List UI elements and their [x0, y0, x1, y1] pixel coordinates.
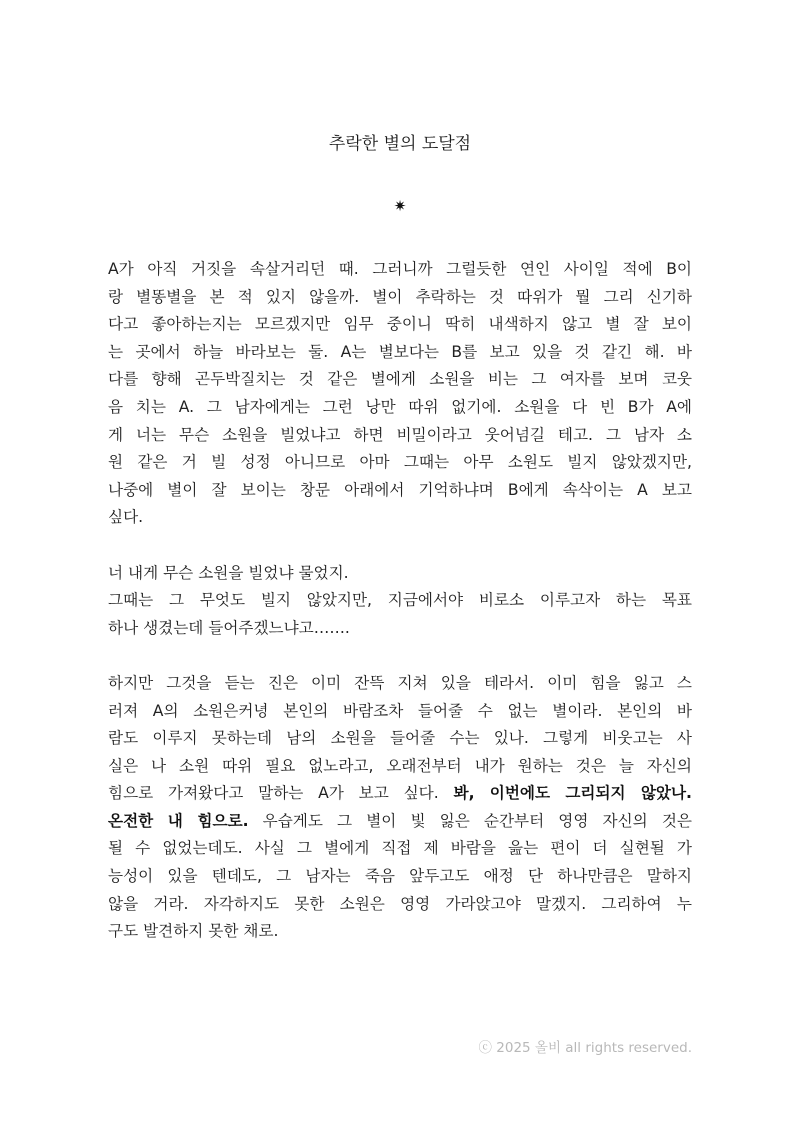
bold-text: 봐, 이번에도 그리되지 않았나.: [453, 784, 692, 803]
text-line: 나중에 별이 잘 보이는 창문 아래에서 기억하냐며 B에게 속삭이는 A 보고: [108, 480, 692, 499]
document-body: [108, 256, 692, 946]
text-line: 하나 생겼는데 들어주겠느냐고…….: [108, 618, 350, 637]
paragraph-2: [108, 560, 692, 643]
text-line: 다고 좋아하는지는 모르겠지만 임무 중이니 딱히 내색하지 않고 별 잘 보이: [108, 315, 692, 334]
text-segment: 우습게도 그 별이 빛 잃은 순간부터 영영 자신의 것은: [248, 811, 692, 830]
text-line: 원 같은 거 빌 성정 아니므로 아마 그때는 아무 소원도 빌지 않았겠지만,: [108, 453, 692, 472]
text-line: 능성이 있을 텐데도, 그 남자는 죽음 앞두고도 애정 단 하나만큼은 말하지: [108, 867, 692, 886]
text-line: 될 수 없었는데도. 사실 그 별에게 직접 제 바람을 읊는 편이 더 실현될 가: [108, 839, 692, 858]
paragraph-1: [108, 256, 692, 532]
text-line: 람도 이루지 못하는데 남의 소원을 들어줄 수는 있나. 그렇게 비웃고는 사: [108, 729, 692, 748]
text-line: A가 아직 거짓을 속살거리던 때. 그러니까 그럴듯한 연인 사이일 적에 B이: [108, 260, 692, 278]
text-line: 너 내게 무슨 소원을 빌었냐 물었지.: [108, 563, 349, 582]
text-line: 게 너는 무슨 소원을 빌었냐고 하면 비밀이라고 웃어넘길 테고. 그 남자 소: [108, 425, 692, 444]
text-line: 구도 발견하지 못한 채로.: [108, 922, 279, 941]
text-line: 싶다.: [108, 508, 144, 527]
text-line: 다를 향해 곤두박질치는 것 같은 별에게 소원을 비는 그 여자를 보며 코웃: [108, 370, 692, 389]
text-line: 러져 A의 소원은커녕 본인의 바람조차 들어줄 수 없는 별이라. 본인의 바: [108, 701, 692, 720]
copyright-notice: ⓒ 2025 올비 all rights reserved.: [478, 1040, 692, 1056]
text-segment: 힘으로 가져왔다고 말하는 A가 보고 싶다.: [108, 784, 439, 803]
document-title: 추락한 별의 도달점: [328, 134, 472, 154]
text-line: 는 곳에서 하늘 바라보는 둘. A는 별보다는 B를 보고 있을 것 같긴 해. 바: [108, 342, 692, 361]
text-line-mixed: [108, 808, 692, 836]
paragraph-gap: [108, 532, 692, 560]
paragraph-3: [108, 670, 692, 946]
text-line: 않을 거라. 자각하지도 못한 소원은 영영 가라앉고야 말겠지. 그리하여 누: [108, 894, 692, 913]
text-line: 랑 별똥별을 본 적 있지 않을까. 별이 추락하는 것 따위가 뭘 그리 신기하: [108, 287, 692, 306]
text-line: 실은 나 소원 따위 필요 없노라고, 오래전부터 내가 원하는 것은 늘 자신의: [108, 756, 692, 775]
text-line: 하지만 그것을 듣는 진은 이미 잔뜩 지쳐 있을 테라서. 이미 힘을 잃고 스: [108, 673, 692, 692]
bold-text: 온전한 내 힘으로.: [108, 811, 249, 830]
star-ornament-icon: ✷: [393, 197, 407, 215]
text-line: 그때는 그 무엇도 빌지 않았지만, 지금에서야 비로소 이루고자 하는 목표: [108, 591, 692, 610]
text-line: 음 치는 A. 그 남자에게는 그런 낭만 따위 없기에. 소원을 다 빈 B가 A에: [108, 397, 692, 416]
text-line-mixed: [108, 780, 692, 808]
paragraph-gap: [108, 642, 692, 670]
